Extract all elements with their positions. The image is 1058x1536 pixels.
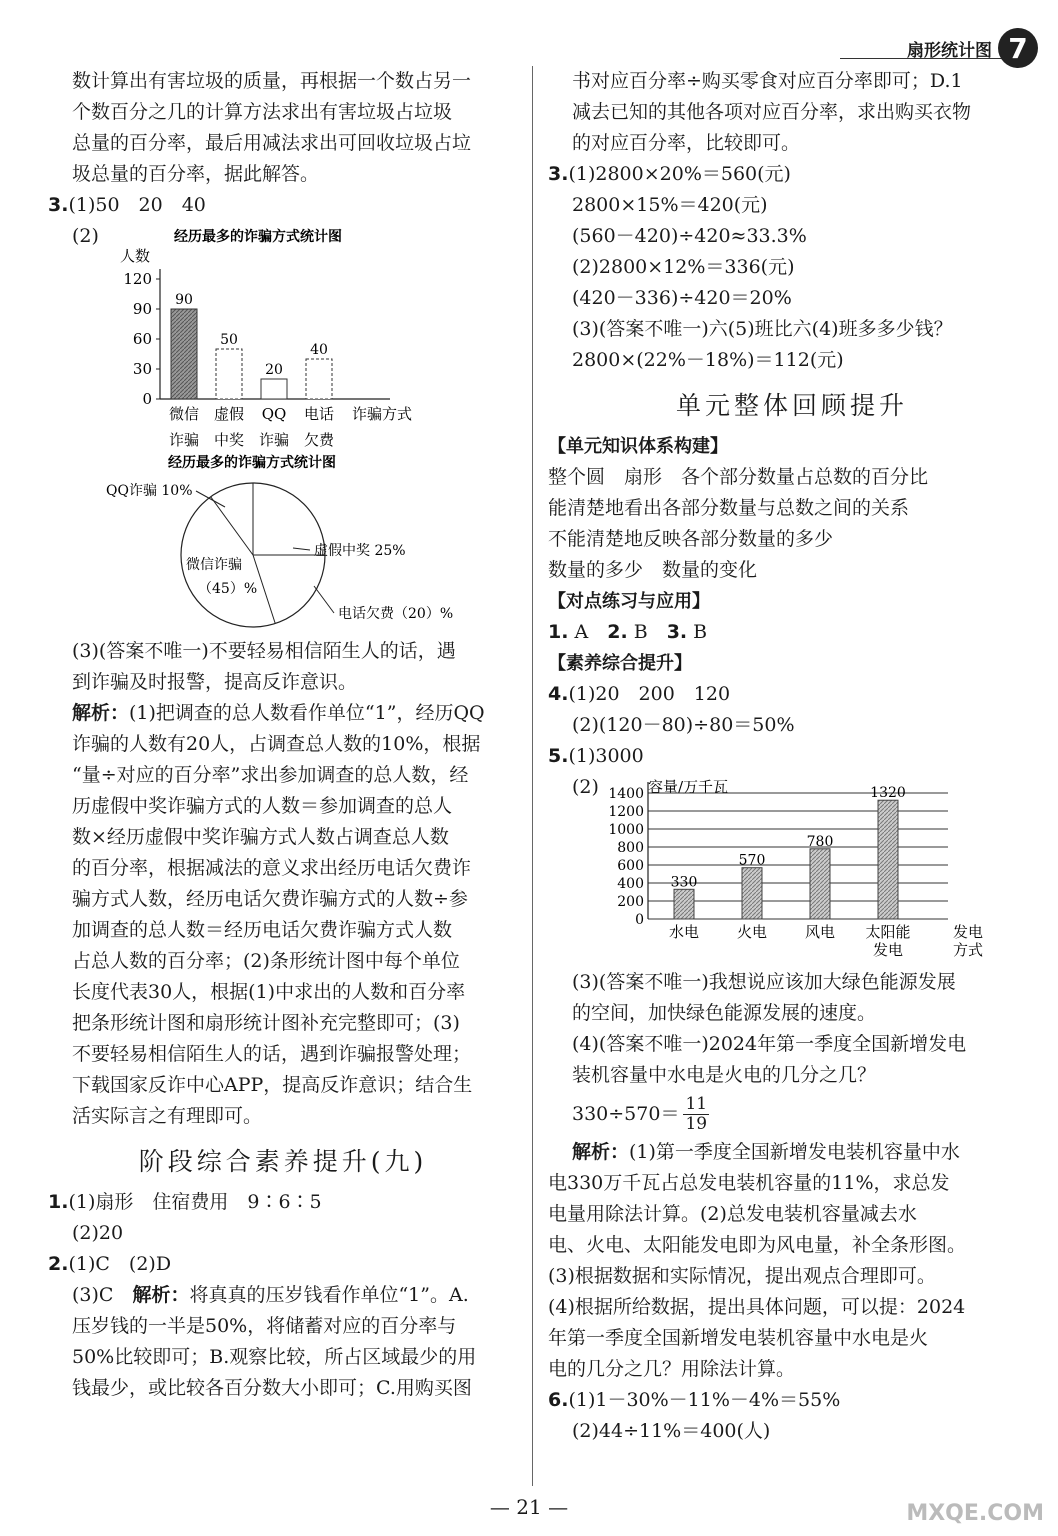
pie-label-fake-prize: 虚假中奖 25%	[314, 543, 406, 559]
x-tick-label: QQ	[261, 405, 287, 423]
text-line: 整个圆 扇形 各个部分数量占总数的百分比	[548, 466, 929, 488]
question-number: 6.	[548, 1389, 569, 1411]
calc-line: (420－336)÷420＝20%	[572, 287, 792, 309]
question-number: 3.	[548, 163, 569, 185]
text-line: (3)(答案不唯一)我想说应该加大绿色能源发展	[572, 971, 956, 993]
answer-2-1: (1)C (2)D	[68, 1253, 172, 1275]
text-line: (1)第一季度全国新增发电装机容量中水	[629, 1141, 960, 1163]
bar-chart-power	[548, 772, 1036, 967]
fraction-line	[548, 1091, 1036, 1137]
page-number: — 21 —	[489, 1495, 569, 1519]
text-line: 到诈骗及时报警，提高反诈意识。	[72, 671, 358, 693]
question-number: 5.	[548, 745, 569, 767]
text-line: (4)根据所给数据，提出具体问题，可以提：2024	[548, 1296, 966, 1318]
text-line: 不要轻易相信陌生人的话，遇到诈骗报警处理；	[72, 1043, 472, 1065]
bar-chart-2-block	[548, 772, 1036, 967]
fraction-numerator: 11	[685, 1093, 708, 1114]
text-line: 诈骗的人数有20人，占调查总人数的10%，根据	[72, 733, 481, 755]
y-tick-label: 400	[617, 876, 644, 892]
text-line: (4)(答案不唯一)2024年第一季度全国新增发电	[572, 1033, 967, 1055]
subsection-label: 【单元知识体系构建】	[548, 436, 728, 457]
answer-5-1: (1)3000	[568, 745, 644, 767]
calc-line: 2800×(22%－18%)＝112(元)	[572, 349, 844, 371]
bar-value-label: 330	[670, 874, 698, 891]
y-axis-label: 人数	[120, 247, 151, 265]
text-line: 下载国家反诈中心APP，提高反诈意识；结合生	[72, 1074, 473, 1096]
answer-4-2: (2)(120－80)÷80＝50%	[572, 714, 795, 736]
bar-chart-1-plot	[123, 269, 412, 449]
page-header	[907, 28, 1038, 68]
answer-value: B	[627, 621, 667, 643]
pie-chart-fraud	[48, 453, 518, 636]
text-line: 压岁钱的一半是50%，将储蓄对应的百分率与	[72, 1315, 457, 1337]
text-line: 电、火电、太阳能发电即为风电量，补全条形图。	[548, 1234, 967, 1256]
x-tick-label: 诈骗	[258, 431, 290, 449]
text-line: 不能清楚地反映各部分数量的多少	[548, 528, 834, 550]
fraction-denominator: 19	[685, 1113, 708, 1134]
pie-label-wechat-value: （45）%	[198, 581, 258, 597]
answer-value: A	[568, 621, 608, 643]
x-axis-label: 诈骗方式	[351, 405, 413, 423]
calc-line: (2)44÷11%＝400(人)	[572, 1420, 771, 1442]
pie-chart-block	[48, 453, 518, 636]
text-line: (1)把调查的总人数看作单位“1”，经历QQ	[129, 702, 485, 724]
calc-line: (560－420)÷420≈33.3%	[572, 225, 807, 247]
watermark: MXQE.COM	[906, 1501, 1044, 1526]
y-tick-label: 0	[142, 390, 152, 408]
analysis-label: 解析：	[72, 702, 130, 724]
y-tick-label: 1000	[608, 822, 644, 838]
question-number: 1.	[48, 1191, 69, 1213]
bar	[878, 800, 898, 919]
text-line: 电的几分之几？用除法计算。	[548, 1358, 796, 1380]
y-tick-label: 1400	[608, 786, 644, 802]
text-line: 圾总量的百分率，据此解答。	[72, 163, 320, 185]
bar-value-label: 570	[738, 852, 766, 869]
question-number: 3.	[48, 194, 69, 216]
text-line: 数量的多少 数量的变化	[548, 559, 758, 581]
section-title: 单元整体回顾提升	[675, 391, 908, 420]
question-number: 4.	[548, 683, 569, 705]
analysis-label: 解析：	[132, 1284, 190, 1306]
text-line: 装机容量中水电是火电的几分之几？	[572, 1064, 877, 1086]
text-line: (3)根据数据和实际情况，提出观点合理即可。	[548, 1265, 936, 1287]
text-line: 数计算出有害垃圾的质量，再根据一个数占另一	[72, 70, 472, 92]
text-line: 电330万千瓦占总发电装机容量的11%，求总发	[548, 1172, 950, 1194]
calc-line: (1)1－30%－11%－4%＝55%	[568, 1389, 841, 1411]
text-line: 50%比较即可；B.观察比较，所占区域最少的用	[72, 1346, 477, 1368]
unit-number-badge: 7	[998, 28, 1038, 68]
section-title: 阶段综合素养提升(九)	[138, 1147, 428, 1176]
text-line: 能清楚地看出各部分数量与总数之间的关系	[548, 497, 910, 519]
calc-line: 330÷570＝	[572, 1102, 680, 1125]
text-line: 的空间，加快绿色能源发展的速度。	[572, 1002, 877, 1024]
calc-line: 2800×15%＝420(元)	[572, 194, 768, 216]
text-line: 钱最少，或比较各百分数大小即可；C.用购买图	[72, 1377, 472, 1399]
x-tick-label: 电话	[303, 405, 335, 423]
x-axis-label: 方式	[952, 941, 984, 959]
text-line: 的百分率，根据减法的意义求出经历电话欠费诈	[72, 857, 472, 879]
text-line: “量÷对应的百分率”求出参加调查的总人数，经	[72, 764, 469, 786]
text-line: 减去已知的其他各项对应百分率，求出购买衣物	[572, 101, 972, 123]
text-line: (3)(答案不唯一)不要轻易相信陌生人的话，遇	[72, 640, 456, 662]
bar-value-label: 50	[220, 332, 238, 348]
answer-5-2-label: (2)	[572, 776, 599, 798]
x-tick-label: 太阳能	[865, 923, 911, 941]
x-axis-label: 发电	[952, 923, 984, 941]
question-number: 2.	[607, 621, 628, 643]
leader-line	[314, 586, 334, 613]
bar	[810, 849, 830, 919]
text-line: 的对应百分率，比较即可。	[572, 132, 801, 154]
text-line: 加调查的总人数＝经历电话欠费诈骗方式人数	[72, 919, 453, 941]
y-tick-label: 120	[123, 270, 152, 288]
answer-1-2: (2)20	[72, 1222, 124, 1244]
x-tick-label: 水电	[668, 923, 700, 941]
chart-title: 经历最多的诈骗方式统计图	[168, 455, 336, 471]
answer-2-3: (3)C	[72, 1284, 133, 1306]
bar-value-label: 20	[265, 362, 283, 378]
right-column	[548, 66, 1036, 1447]
bar	[261, 379, 287, 399]
x-tick-label: 中奖	[213, 431, 245, 449]
calc-line: (3)(答案不唯一)六(5)班比六(4)班多多少钱？	[572, 318, 953, 340]
x-tick-label: 诈骗	[168, 431, 200, 449]
text-line: 占总人数的百分率；(2)条形统计图中每个单位	[72, 950, 460, 972]
y-tick-label: 90	[132, 300, 152, 318]
text-line: 总量的百分率，最后用减法求出可回收垃圾占垃	[72, 132, 472, 154]
chart-title: 经历最多的诈骗方式统计图	[174, 229, 342, 245]
bar-chart-fraud	[48, 221, 518, 453]
y-tick-label: 0	[635, 912, 644, 928]
fraction	[683, 1095, 709, 1134]
question-number: 3.	[666, 621, 688, 643]
calc-line: (2)2800×12%＝336(元)	[572, 256, 795, 278]
y-tick-label: 600	[617, 858, 644, 874]
answer-1-1: (1)扇形 住宿费用 9∶6∶5	[68, 1191, 322, 1213]
text-line: 历虚假中奖诈骗方式的人数＝参加调查的总人	[72, 795, 453, 817]
pie-label-phone: 电话欠费（20）%	[338, 606, 454, 622]
bar-value-label: 40	[310, 342, 328, 358]
text-line: 骗方式人数，经历电话欠费诈骗方式的人数÷参	[72, 888, 468, 910]
text-line: 把条形统计图和扇形统计图补充完整即可；(3)	[72, 1012, 460, 1034]
x-tick-label: 风电	[804, 923, 836, 941]
bar-chart-2-plot	[608, 782, 983, 959]
y-tick-label: 60	[132, 330, 152, 348]
text-line: 书对应百分率÷购买零食对应百分率即可；D.1	[572, 70, 963, 92]
text-line: 电量用除法计算。(2)总发电装机容量减去水	[548, 1203, 917, 1225]
practice-answers	[548, 617, 1036, 648]
y-axis-label: 容量/万千瓦	[648, 778, 729, 796]
x-tick-label: 火电	[736, 923, 768, 941]
x-tick-label: 微信	[168, 405, 200, 423]
x-tick-label: 欠费	[303, 431, 335, 449]
bar-value-label: 1320	[870, 785, 906, 802]
subsection-label: 【素养综合提升】	[548, 653, 692, 674]
text-line: 将真真的压岁钱看作单位“1”。A.	[189, 1284, 469, 1306]
answer-3-2-label: (2)	[72, 225, 99, 247]
pie-chart-plot	[181, 483, 325, 627]
left-column	[48, 66, 518, 1404]
x-tick-label: 虚假	[213, 405, 245, 423]
pie-label-wechat: 微信诈骗	[186, 557, 242, 573]
column-divider	[532, 66, 533, 1486]
y-tick-label: 200	[617, 894, 644, 910]
x-tick-label: 发电	[872, 941, 904, 959]
text-line: 个数百分之几的计算方法求出有害垃圾占垃圾	[72, 101, 453, 123]
calc-line: (1)2800×20%＝560(元)	[568, 163, 791, 185]
text-line: 活实际言之有理即可。	[72, 1105, 263, 1127]
analysis-label: 解析：	[572, 1141, 630, 1163]
text-line: 年第一季度全国新增发电装机容量中水电是火	[548, 1327, 929, 1349]
answer-4-1: (1)20 200 120	[568, 683, 731, 705]
pie-label-qq: QQ诈骗 10%	[106, 483, 193, 499]
answer-value: B	[687, 621, 708, 643]
question-number: 2.	[48, 1253, 69, 1275]
bar	[171, 309, 197, 399]
y-tick-label: 800	[617, 840, 644, 856]
answer-3-1: (1)50 20 40	[68, 194, 206, 216]
bar	[306, 359, 332, 399]
text-line: 数×经历虚假中奖诈骗方式人数占调查总人数	[72, 826, 449, 848]
y-tick-label: 30	[132, 360, 152, 378]
bar-value-label: 780	[806, 833, 834, 850]
bar	[216, 349, 242, 399]
subsection-label: 【对点练习与应用】	[548, 591, 710, 612]
chapter-title: 扇形统计图	[907, 40, 992, 61]
y-tick-label: 1200	[608, 804, 644, 820]
text-line: 长度代表30人，根据(1)中求出的人数和百分率	[72, 981, 466, 1003]
bar-chart-1-block	[48, 221, 518, 453]
bar	[742, 868, 762, 919]
bar	[674, 889, 694, 919]
bar-value-label: 90	[175, 292, 193, 308]
question-number: 1.	[548, 621, 569, 643]
